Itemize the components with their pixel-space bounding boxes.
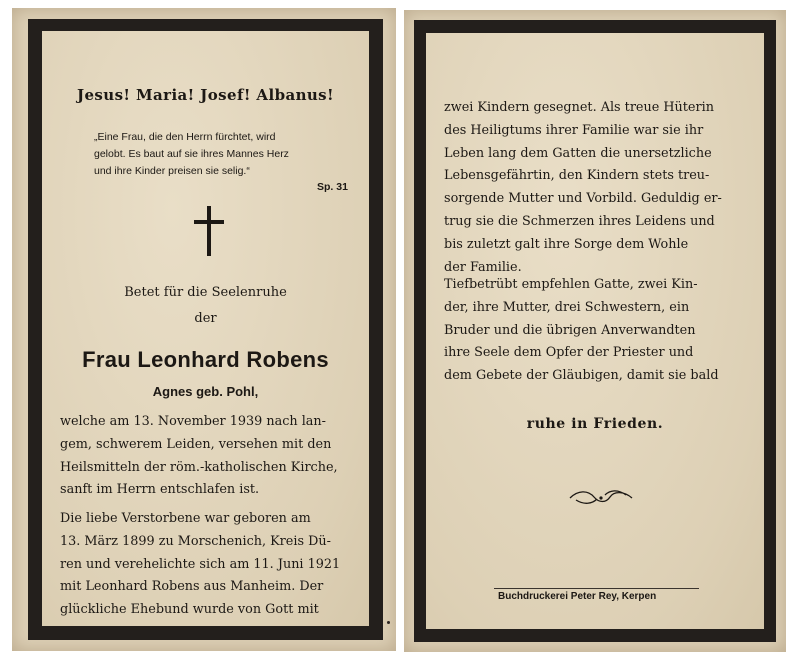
- quote-reference: Sp. 31: [317, 181, 348, 193]
- text-line: 13. März 1899 zu Morschenich, Kreis Dü-: [60, 533, 331, 549]
- article-der: der: [194, 311, 217, 326]
- text-line: mit Leonhard Robens aus Manheim. Der: [60, 579, 324, 595]
- text-line: ihre Seele dem Opfer der Priester und: [444, 345, 694, 361]
- closing-line: ruhe in Frieden.: [526, 416, 664, 432]
- text-line: der Familie.: [444, 259, 522, 275]
- mourning-border-left: [28, 19, 383, 640]
- flourish-ornament-icon: [566, 486, 636, 508]
- printer-imprint: Buchdruckerei Peter Rey, Kerpen: [498, 591, 657, 602]
- prayer-line: Betet für die Seelenruhe: [124, 285, 287, 300]
- text-line: des Heiligtums ihrer Familie war sie ihr: [444, 122, 704, 138]
- header-invocation: Jesus! Maria! Josef! Albanus!: [76, 86, 335, 104]
- left-page: [12, 8, 396, 651]
- text-line: der, ihre Mutter, drei Schwestern, ein: [444, 299, 690, 315]
- text-line: Heilsmitteln der röm.-katholischen Kirche,: [60, 459, 338, 475]
- mourners-paragraph: [444, 274, 754, 388]
- death-paragraph: [60, 411, 360, 502]
- maiden-name: Agnes geb. Pohl,: [152, 384, 259, 399]
- biography-paragraph: [60, 508, 360, 622]
- text-line: Tiefbetrübt empfehlen Gatte, zwei Kin-: [444, 277, 698, 292]
- mourning-border-right: [414, 20, 776, 642]
- family-paragraph: [444, 97, 754, 279]
- text-line: Leben lang dem Gatten die unersetzliche: [444, 145, 712, 161]
- quote-line: „Eine Frau, die den Herrn fürchtet, wird: [94, 131, 276, 143]
- text-line: trug sie die Schmerzen ihres Leidens und: [444, 213, 715, 229]
- text-line: welche am 13. November 1939 nach lan-: [60, 414, 326, 429]
- text-line: sanft im Herrn entschlafen ist.: [60, 482, 260, 498]
- text-line: glückliche Ehebund wurde von Gott mit: [60, 602, 319, 618]
- quote-line: und ihre Kinder preisen sie selig.“: [94, 165, 250, 177]
- right-page-content: [426, 33, 764, 629]
- ink-dot: [387, 621, 390, 624]
- printer-divider: [494, 588, 699, 589]
- right-page: [404, 10, 786, 652]
- left-page-content: [42, 31, 369, 626]
- text-line: sorgende Mutter und Vorbild. Geduldig er-: [444, 191, 722, 207]
- text-line: ren und verehelichte sich am 11. Juni 1921: [60, 556, 341, 572]
- cross-icon: [194, 206, 244, 276]
- text-line: Die liebe Verstorbene war geboren am: [60, 511, 311, 526]
- text-line: dem Gebete der Gläubigen, damit sie bald: [444, 368, 719, 384]
- quote-line: gelobt. Es baut auf sie ihres Mannes Herz: [94, 148, 289, 160]
- bible-quote: [94, 129, 384, 180]
- text-line: bis zuletzt galt ihre Sorge dem Wohle: [444, 236, 689, 252]
- text-line: zwei Kindern gesegnet. Als treue Hüterin: [444, 100, 714, 115]
- text-line: Lebensgefährtin, den Kindern stets treu-: [444, 168, 710, 184]
- text-line: gem, schwerem Leiden, versehen mit den: [60, 436, 332, 452]
- deceased-name: Frau Leonhard Robens: [82, 347, 329, 372]
- text-line: Bruder und die übrigen Anverwandten: [444, 322, 696, 338]
